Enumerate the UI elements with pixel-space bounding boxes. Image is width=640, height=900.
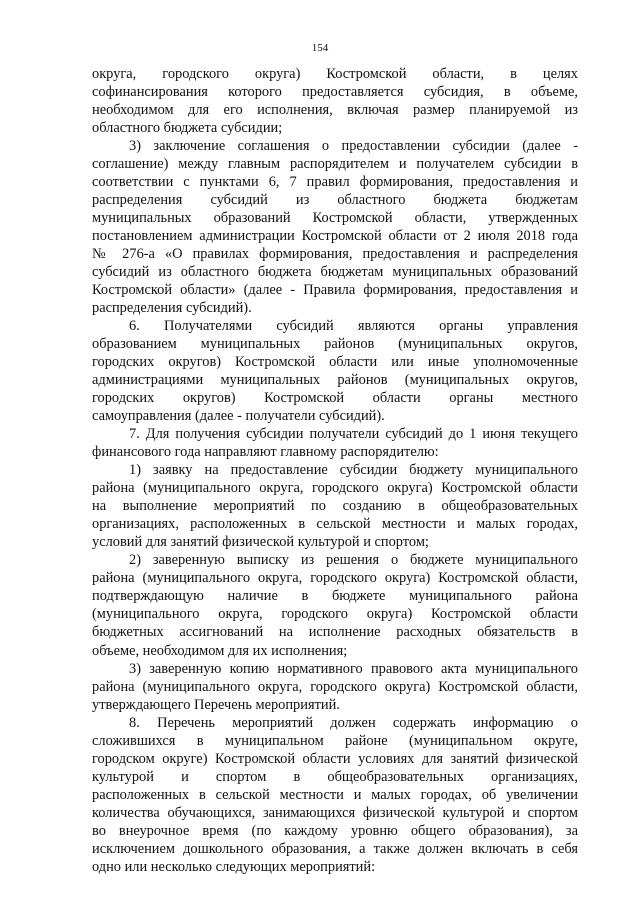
- text-line: подтверждающую наличие в бюджете муниципального района: [92, 588, 578, 605]
- text-line: 8. Перечень мероприятий должен содержать информацию о: [129, 714, 578, 731]
- text-line: муниципальных образований Костромской области, утвержденных: [92, 210, 578, 227]
- text-line: городских округов) Костромской области или иные уполномоченные: [92, 354, 578, 371]
- text-line: областного бюджета субсидии;: [92, 120, 283, 137]
- text-line: культурой и спортом в общеобразовательных организациях,: [92, 768, 578, 785]
- text-line: распределения субсидий из областного бюджета бюджетам: [92, 192, 578, 209]
- text-line: 3) заверенную копию нормативного правового акта муниципального: [129, 660, 578, 677]
- text-line: района (муниципального округа, городского округа) Костромской области,: [92, 570, 578, 587]
- text-line: Костромской области» (далее - Правила формирования, предоставления и: [92, 282, 578, 299]
- text-line: администрациями муниципальных районов (муниципальных округов,: [92, 372, 578, 389]
- text-line: района (муниципального округа, городского округа) Костромской области,: [92, 678, 578, 695]
- text-line: условий для занятий физической культурой и спортом;: [92, 534, 429, 551]
- text-line: № 276-а «О правилах формирования, предоставления и распределения: [92, 246, 578, 263]
- text-line: субсидий из областного бюджета бюджетам муниципальных образований: [92, 264, 578, 281]
- text-line: постановлением администрации Костромской области от 2 июля 2018 года: [92, 228, 578, 245]
- text-line: софинансирования которого предоставляется субсидия, в объеме,: [92, 84, 578, 101]
- text-line: 2) заверенную выписку из решения о бюджете муниципального: [129, 552, 578, 569]
- text-line: организациях, расположенных в сельской местности и малых городах,: [92, 516, 578, 533]
- page-number: 154: [311, 42, 329, 54]
- text-line: финансового года направляют главному распорядителю:: [92, 444, 439, 461]
- document-body: [92, 65, 578, 876]
- text-line: бюджетных ассигнований на исполнение расходных обязательств в: [92, 624, 578, 641]
- text-line: округа, городского округа) Костромской области, в целях: [92, 66, 578, 82]
- text-line: городском округе) Костромской области условиях для занятий физической: [92, 750, 578, 767]
- text-line: количества обучающихся, занимающихся физической культурой и спортом: [92, 804, 578, 821]
- text-line: района (муниципального округа, городского округа) Костромской области: [92, 480, 578, 497]
- text-line: образованием муниципальных районов (муниципальных округов,: [92, 336, 578, 353]
- text-line: во внеурочное время (по каждому уровню общего образования), за: [92, 822, 578, 839]
- text-line: 3) заключение соглашения о предоставлении субсидии (далее -: [129, 138, 578, 155]
- text-line: необходимом для его исполнения, включая размер планируемой из: [92, 102, 578, 119]
- text-line: исключением дошкольного образования, а также должен включать в себя: [92, 840, 578, 857]
- text-line: соглашение) между главным распорядителем и получателем субсидии в: [92, 156, 578, 173]
- text-line: (муниципального округа, городского округа) Костромской области: [92, 606, 578, 623]
- text-line: городских округов) Костромской области органы местного: [92, 390, 578, 407]
- text-line: 7. Для получения субсидии получатели субсидий до 1 июня текущего: [129, 426, 578, 443]
- text-line: расположенных в сельской местности и малых городах, об увеличении: [92, 786, 578, 803]
- text-line: одно или несколько следующих мероприятий:: [92, 858, 376, 875]
- text-line: на выполнение мероприятий по созданию в общеобразовательных: [92, 498, 578, 515]
- text-line: объеме, необходимом для их исполнения;: [92, 642, 348, 659]
- text-line: утверждающего Перечень мероприятий.: [92, 696, 340, 713]
- text-line: самоуправления (далее - получатели субсидий).: [92, 408, 385, 425]
- text-line: 1) заявку на предоставление субсидии бюджету муниципального: [129, 462, 578, 479]
- text-line: распределения субсидий).: [92, 300, 252, 317]
- text-line: 6. Получателями субсидий являются органы управления: [129, 318, 578, 335]
- text-line: сложившихся в муниципальном районе (муниципальном округе,: [92, 732, 578, 749]
- text-line: соответствии с пунктами 6, 7 правил формирования, предоставления и: [92, 174, 578, 191]
